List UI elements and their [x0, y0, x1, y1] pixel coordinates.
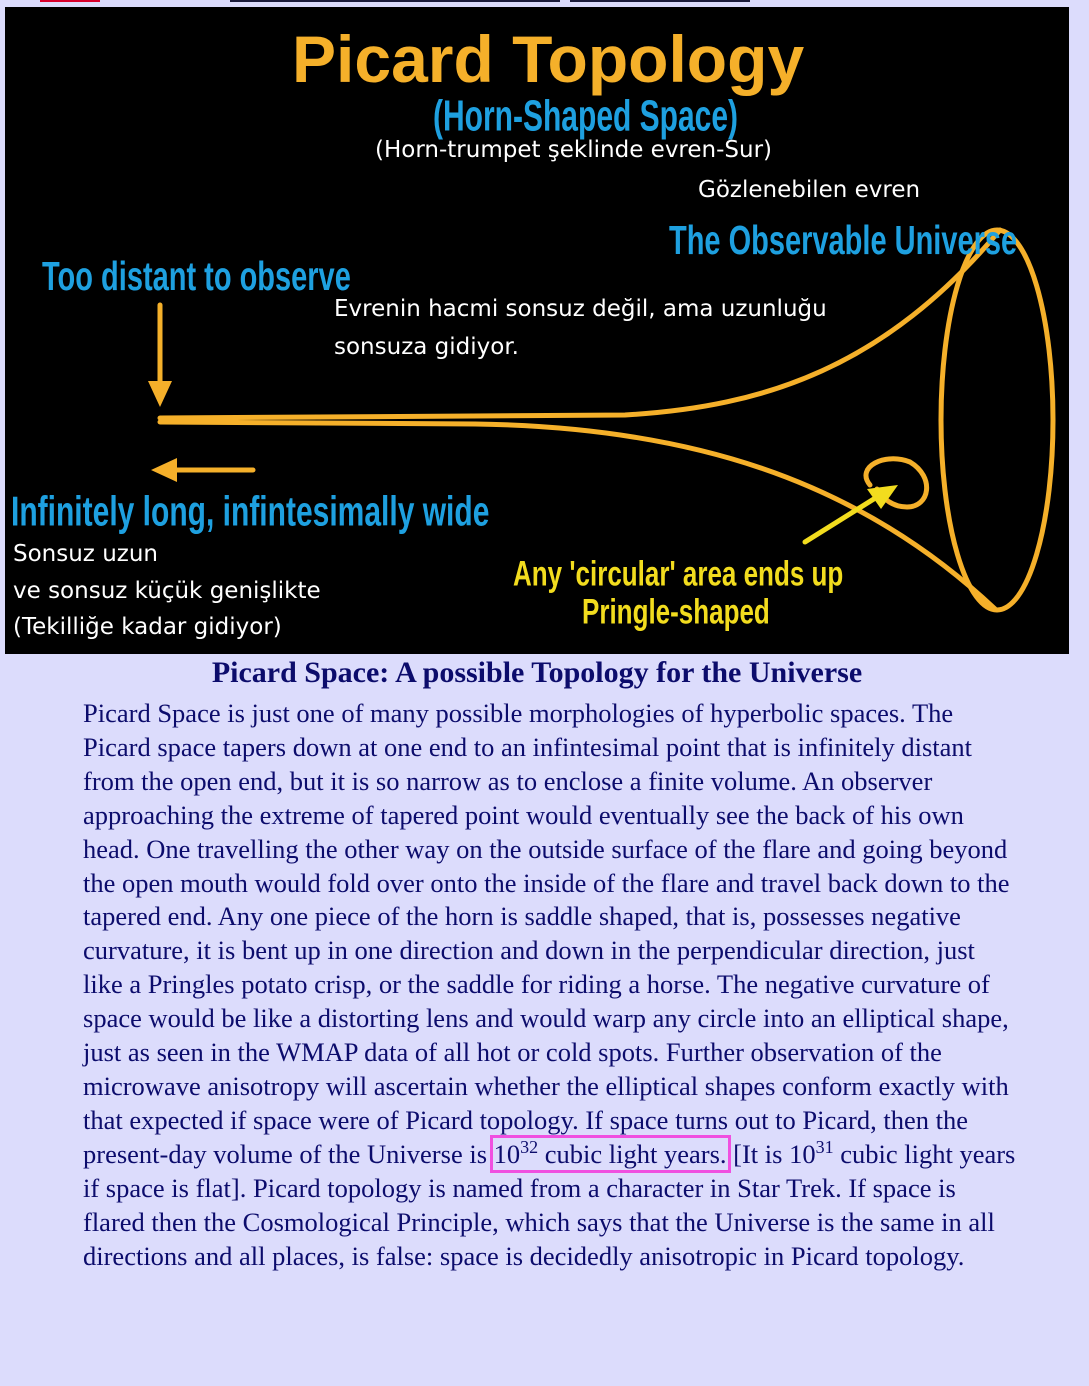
pringle-note-line-1: Any 'circular' area ends up [513, 553, 844, 594]
infinitely-tr-line-2: ve sonsuz küçük genişlikte [13, 578, 321, 604]
article-body [83, 697, 1018, 1273]
down-arrow-head [148, 381, 172, 407]
body-text-end: cubic light years if space is flat]. Picard topology is named from a character in Star Trek. If space is flared then the Cosmological Principle, which says that the Universe is the same in all directions and all places, is false: space is decidedly anisotropic in Picard topology. [83, 1138, 1016, 1271]
left-arrow-head [151, 458, 177, 482]
infinitely-tr-line-3: (Tekilliğe kadar gidiyor) [13, 614, 282, 640]
figure-subtitle-tr: (Horn-trumpet şeklinde evren-Sur) [375, 137, 773, 163]
article-heading: Picard Space: A possible Topology for the Universe [211, 656, 863, 689]
volume-note-line-1: Evrenin hacmi sonsuz değil, ama uzunluğu [334, 296, 827, 322]
observable-label: The Observable Universe [669, 219, 1018, 264]
highlighted-volume [493, 1136, 727, 1169]
figure-subtitle: (Horn-Shaped Space) [433, 93, 739, 141]
body-text-mid: [It is [726, 1138, 790, 1169]
pringle-note-line-2: Pringle-shaped [582, 591, 770, 632]
flat-volume-base: 10 [789, 1138, 816, 1169]
picard-topology-figure [5, 7, 1069, 654]
infinitely-long-label: Infinitely long, infintesimally wide [11, 489, 490, 536]
horn-mouth-ellipse [941, 230, 1053, 610]
too-distant-label: Too distant to observe [42, 255, 351, 300]
flat-volume-exponent: 31 [815, 1136, 834, 1157]
infinitely-tr-line-1: Sonsuz uzun [13, 541, 158, 567]
volume-base: 10 [493, 1138, 521, 1169]
observable-label-tr: Gözlenebilen evren [698, 177, 921, 203]
volume-unit: cubic light years. [538, 1138, 727, 1169]
volume-note-line-2: sonsuza gidiyor. [334, 334, 519, 360]
figure-title: Picard Topology [292, 22, 805, 96]
body-text-start: Picard Space is just one of many possible morphologies of hyperbolic spaces. The Picard space tapers down at one end to an infintesimal point that is infinitely distant from the open end, but it is so narrow as to enclose a finite volume. An observer approaching the extreme of tapered point would eventually see the back of his own head. One travelling the other way on the outside surface of the flare and going beyond the open mouth would fold over onto the inside of the flare and travel back down to the tapered end. Any one piece of the horn is saddle shaped, that is, possesses negative curvature, it is bent up in one direction and down in the perpendicular direction, just like a Pringles potato crisp, or the saddle for riding a horse. The negative curvature of space would be like a distorting lens and would warp any circle into an elliptical shape, just as seen in the WMAP data of all hot or cold spots. Further observation of the microwave anisotropy will ascertain whether the elliptical shapes conform exactly with that expected if space were of Picard topology. If space turns out to Picard, then the present-day volume of the Universe is [83, 698, 1010, 1169]
cropped-top-line [0, 0, 1089, 6]
volume-exponent: 32 [520, 1136, 539, 1157]
